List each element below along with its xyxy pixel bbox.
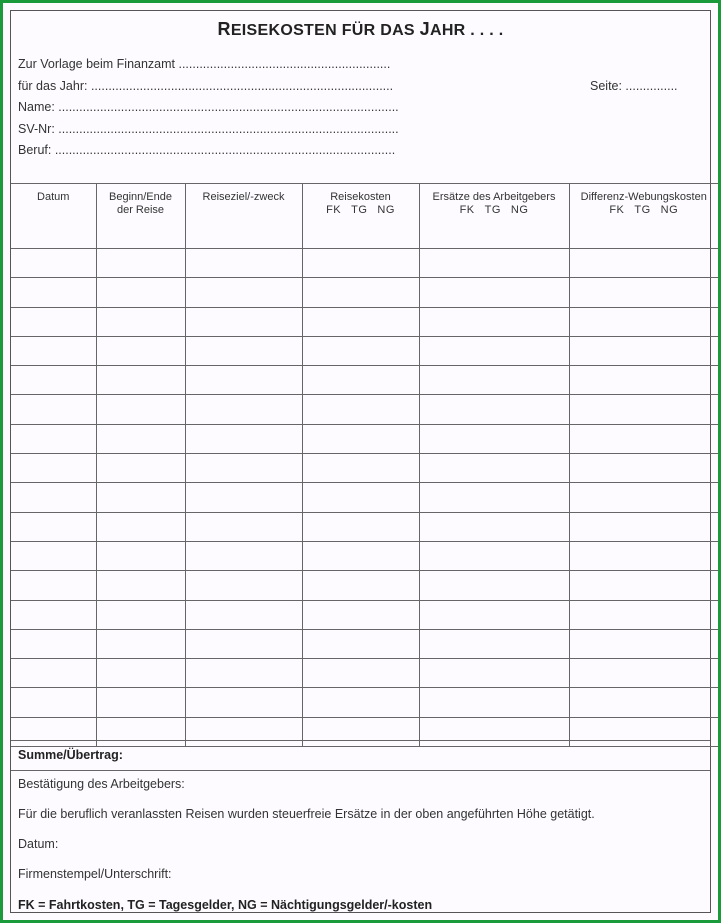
table-cell[interactable] bbox=[302, 454, 419, 483]
table-cell[interactable] bbox=[11, 278, 96, 307]
col-beginn-ende: Beginn/Ende der Reise bbox=[96, 184, 185, 249]
table-cell[interactable] bbox=[302, 483, 419, 512]
table-cell[interactable] bbox=[302, 541, 419, 570]
table-cell[interactable] bbox=[11, 307, 96, 336]
title-initial-2: J bbox=[419, 19, 430, 39]
table-row bbox=[11, 307, 718, 336]
beruf-field[interactable]: Beruf: .................................................................................................. bbox=[18, 143, 396, 157]
table-cell[interactable] bbox=[11, 688, 96, 717]
table-cell[interactable] bbox=[569, 512, 718, 541]
table-cell[interactable] bbox=[302, 571, 419, 600]
table-cell[interactable] bbox=[569, 366, 718, 395]
table-cell[interactable] bbox=[96, 512, 185, 541]
table-cell[interactable] bbox=[569, 278, 718, 307]
summe-label: Summe/Übertrag: bbox=[18, 748, 123, 762]
svnr-field[interactable]: SV-Nr: .................................................................................................. bbox=[18, 122, 399, 136]
table-cell[interactable] bbox=[302, 307, 419, 336]
table-cell[interactable] bbox=[11, 571, 96, 600]
table-cell[interactable] bbox=[419, 336, 569, 365]
table-cell[interactable] bbox=[96, 424, 185, 453]
table-cell[interactable] bbox=[302, 659, 419, 688]
table-cell[interactable] bbox=[185, 249, 302, 278]
table-cell[interactable] bbox=[96, 278, 185, 307]
table-cell[interactable] bbox=[11, 512, 96, 541]
form-title bbox=[11, 19, 710, 40]
table-cell[interactable] bbox=[419, 688, 569, 717]
table-cell[interactable] bbox=[11, 395, 96, 424]
table-row bbox=[11, 366, 718, 395]
table-cell[interactable] bbox=[96, 688, 185, 717]
col-reiseziel: Reiseziel/-zweck bbox=[185, 184, 302, 249]
table-cell[interactable] bbox=[569, 307, 718, 336]
table-row bbox=[11, 541, 718, 570]
table-cell[interactable] bbox=[302, 366, 419, 395]
table-row bbox=[11, 424, 718, 453]
table-cell[interactable] bbox=[302, 278, 419, 307]
table-row bbox=[11, 571, 718, 600]
table-cell[interactable] bbox=[11, 424, 96, 453]
table-cell[interactable] bbox=[11, 483, 96, 512]
table-cell[interactable] bbox=[419, 454, 569, 483]
table-cell[interactable] bbox=[185, 688, 302, 717]
table-cell[interactable] bbox=[419, 307, 569, 336]
abbreviation-legend: FK = Fahrtkosten, TG = Tagesgelder, NG = Nächtigungsgelder/-kosten bbox=[18, 898, 433, 912]
table-cell[interactable] bbox=[419, 249, 569, 278]
table-cell[interactable] bbox=[96, 395, 185, 424]
table-cell[interactable] bbox=[419, 541, 569, 570]
table-cell[interactable] bbox=[302, 629, 419, 658]
table-row bbox=[11, 278, 718, 307]
seite-field[interactable]: Seite: ............... bbox=[590, 79, 678, 93]
table-cell[interactable] bbox=[302, 249, 419, 278]
table-cell[interactable] bbox=[96, 366, 185, 395]
table-cell[interactable] bbox=[96, 454, 185, 483]
table-cell[interactable] bbox=[11, 629, 96, 658]
table-cell[interactable] bbox=[96, 307, 185, 336]
table-cell[interactable] bbox=[569, 454, 718, 483]
table-cell[interactable] bbox=[302, 424, 419, 453]
table-row bbox=[11, 483, 718, 512]
table-cell[interactable] bbox=[185, 454, 302, 483]
table-cell[interactable] bbox=[569, 629, 718, 658]
table-row bbox=[11, 249, 718, 278]
finanzamt-field[interactable]: Zur Vorlage beim Finanzamt ............................................................. bbox=[18, 57, 391, 71]
table-cell[interactable] bbox=[569, 424, 718, 453]
title-part: EISEKOSTEN FÜR DAS bbox=[230, 22, 420, 39]
travel-cost-table bbox=[11, 183, 718, 747]
table-cell[interactable] bbox=[185, 512, 302, 541]
table-cell[interactable] bbox=[96, 600, 185, 629]
jahr-field[interactable]: für das Jahr: ....................................................................................... bbox=[18, 79, 394, 93]
table-row bbox=[11, 336, 718, 365]
table-cell[interactable] bbox=[185, 366, 302, 395]
table-cell[interactable] bbox=[302, 688, 419, 717]
title-initial: R bbox=[217, 19, 231, 39]
table-cell[interactable] bbox=[569, 541, 718, 570]
table-cell[interactable] bbox=[96, 541, 185, 570]
table-cell[interactable] bbox=[302, 512, 419, 541]
table-row bbox=[11, 629, 718, 658]
col-ersaetze: Ersätze des Arbeitgebers FK TG NG bbox=[419, 184, 569, 249]
table-cell[interactable] bbox=[96, 336, 185, 365]
summe-row bbox=[11, 740, 710, 771]
table-cell[interactable] bbox=[96, 629, 185, 658]
table-cell[interactable] bbox=[96, 249, 185, 278]
col-differenz: Differenz-Webungskosten FK TG NG bbox=[569, 184, 718, 249]
table-cell[interactable] bbox=[11, 454, 96, 483]
table-row bbox=[11, 688, 718, 717]
col-reisekosten: Reisekosten FK TG NG bbox=[302, 184, 419, 249]
table-cell[interactable] bbox=[569, 600, 718, 629]
table-row bbox=[11, 395, 718, 424]
table-cell[interactable] bbox=[302, 395, 419, 424]
table-cell[interactable] bbox=[96, 571, 185, 600]
table-row bbox=[11, 512, 718, 541]
title-part-2: AHR . . . . bbox=[429, 22, 504, 39]
table-cell[interactable] bbox=[419, 278, 569, 307]
table-cell[interactable] bbox=[419, 512, 569, 541]
table-cell[interactable] bbox=[569, 483, 718, 512]
table-cell[interactable] bbox=[419, 395, 569, 424]
table-cell[interactable] bbox=[185, 659, 302, 688]
table-cell[interactable] bbox=[185, 278, 302, 307]
table-cell[interactable] bbox=[302, 600, 419, 629]
table-cell[interactable] bbox=[11, 541, 96, 570]
table-row bbox=[11, 600, 718, 629]
table-cell[interactable] bbox=[302, 336, 419, 365]
bestaetigung-label: Bestätigung des Arbeitgebers: bbox=[18, 777, 185, 791]
table-cell[interactable] bbox=[419, 629, 569, 658]
confirmation-text: Für die beruflich veranlassten Reisen wurden steuerfreie Ersätze in der oben angeführten Höhe getätigt. bbox=[18, 807, 595, 821]
table-cell[interactable] bbox=[419, 483, 569, 512]
table-cell[interactable] bbox=[419, 659, 569, 688]
table-cell[interactable] bbox=[419, 571, 569, 600]
table-cell[interactable] bbox=[185, 571, 302, 600]
table-row bbox=[11, 659, 718, 688]
table-cell[interactable] bbox=[185, 307, 302, 336]
table-cell[interactable] bbox=[569, 249, 718, 278]
table-cell[interactable] bbox=[569, 659, 718, 688]
table-cell[interactable] bbox=[11, 659, 96, 688]
table-cell[interactable] bbox=[185, 395, 302, 424]
table-cell[interactable] bbox=[96, 659, 185, 688]
table-cell[interactable] bbox=[419, 600, 569, 629]
table-cell[interactable] bbox=[419, 424, 569, 453]
table-cell[interactable] bbox=[11, 366, 96, 395]
table-cell[interactable] bbox=[569, 688, 718, 717]
datum-label[interactable]: Datum: bbox=[18, 837, 59, 851]
table-cell[interactable] bbox=[185, 336, 302, 365]
table-cell[interactable] bbox=[185, 424, 302, 453]
name-field[interactable]: Name: .................................................................................................. bbox=[18, 100, 399, 114]
table-header-row bbox=[11, 184, 718, 249]
stempel-label[interactable]: Firmenstempel/Unterschrift: bbox=[18, 867, 172, 881]
table-cell[interactable] bbox=[11, 600, 96, 629]
table-cell[interactable] bbox=[569, 571, 718, 600]
table-row bbox=[11, 454, 718, 483]
table-cell[interactable] bbox=[11, 249, 96, 278]
table-cell[interactable] bbox=[185, 600, 302, 629]
table-cell[interactable] bbox=[419, 366, 569, 395]
table-cell[interactable] bbox=[185, 483, 302, 512]
table-cell[interactable] bbox=[185, 629, 302, 658]
form-sheet bbox=[10, 10, 711, 913]
table-cell[interactable] bbox=[569, 395, 718, 424]
table-cell[interactable] bbox=[185, 541, 302, 570]
table-cell[interactable] bbox=[96, 483, 185, 512]
col-datum: Datum bbox=[11, 184, 96, 249]
table-cell[interactable] bbox=[569, 336, 718, 365]
table-cell[interactable] bbox=[11, 336, 96, 365]
